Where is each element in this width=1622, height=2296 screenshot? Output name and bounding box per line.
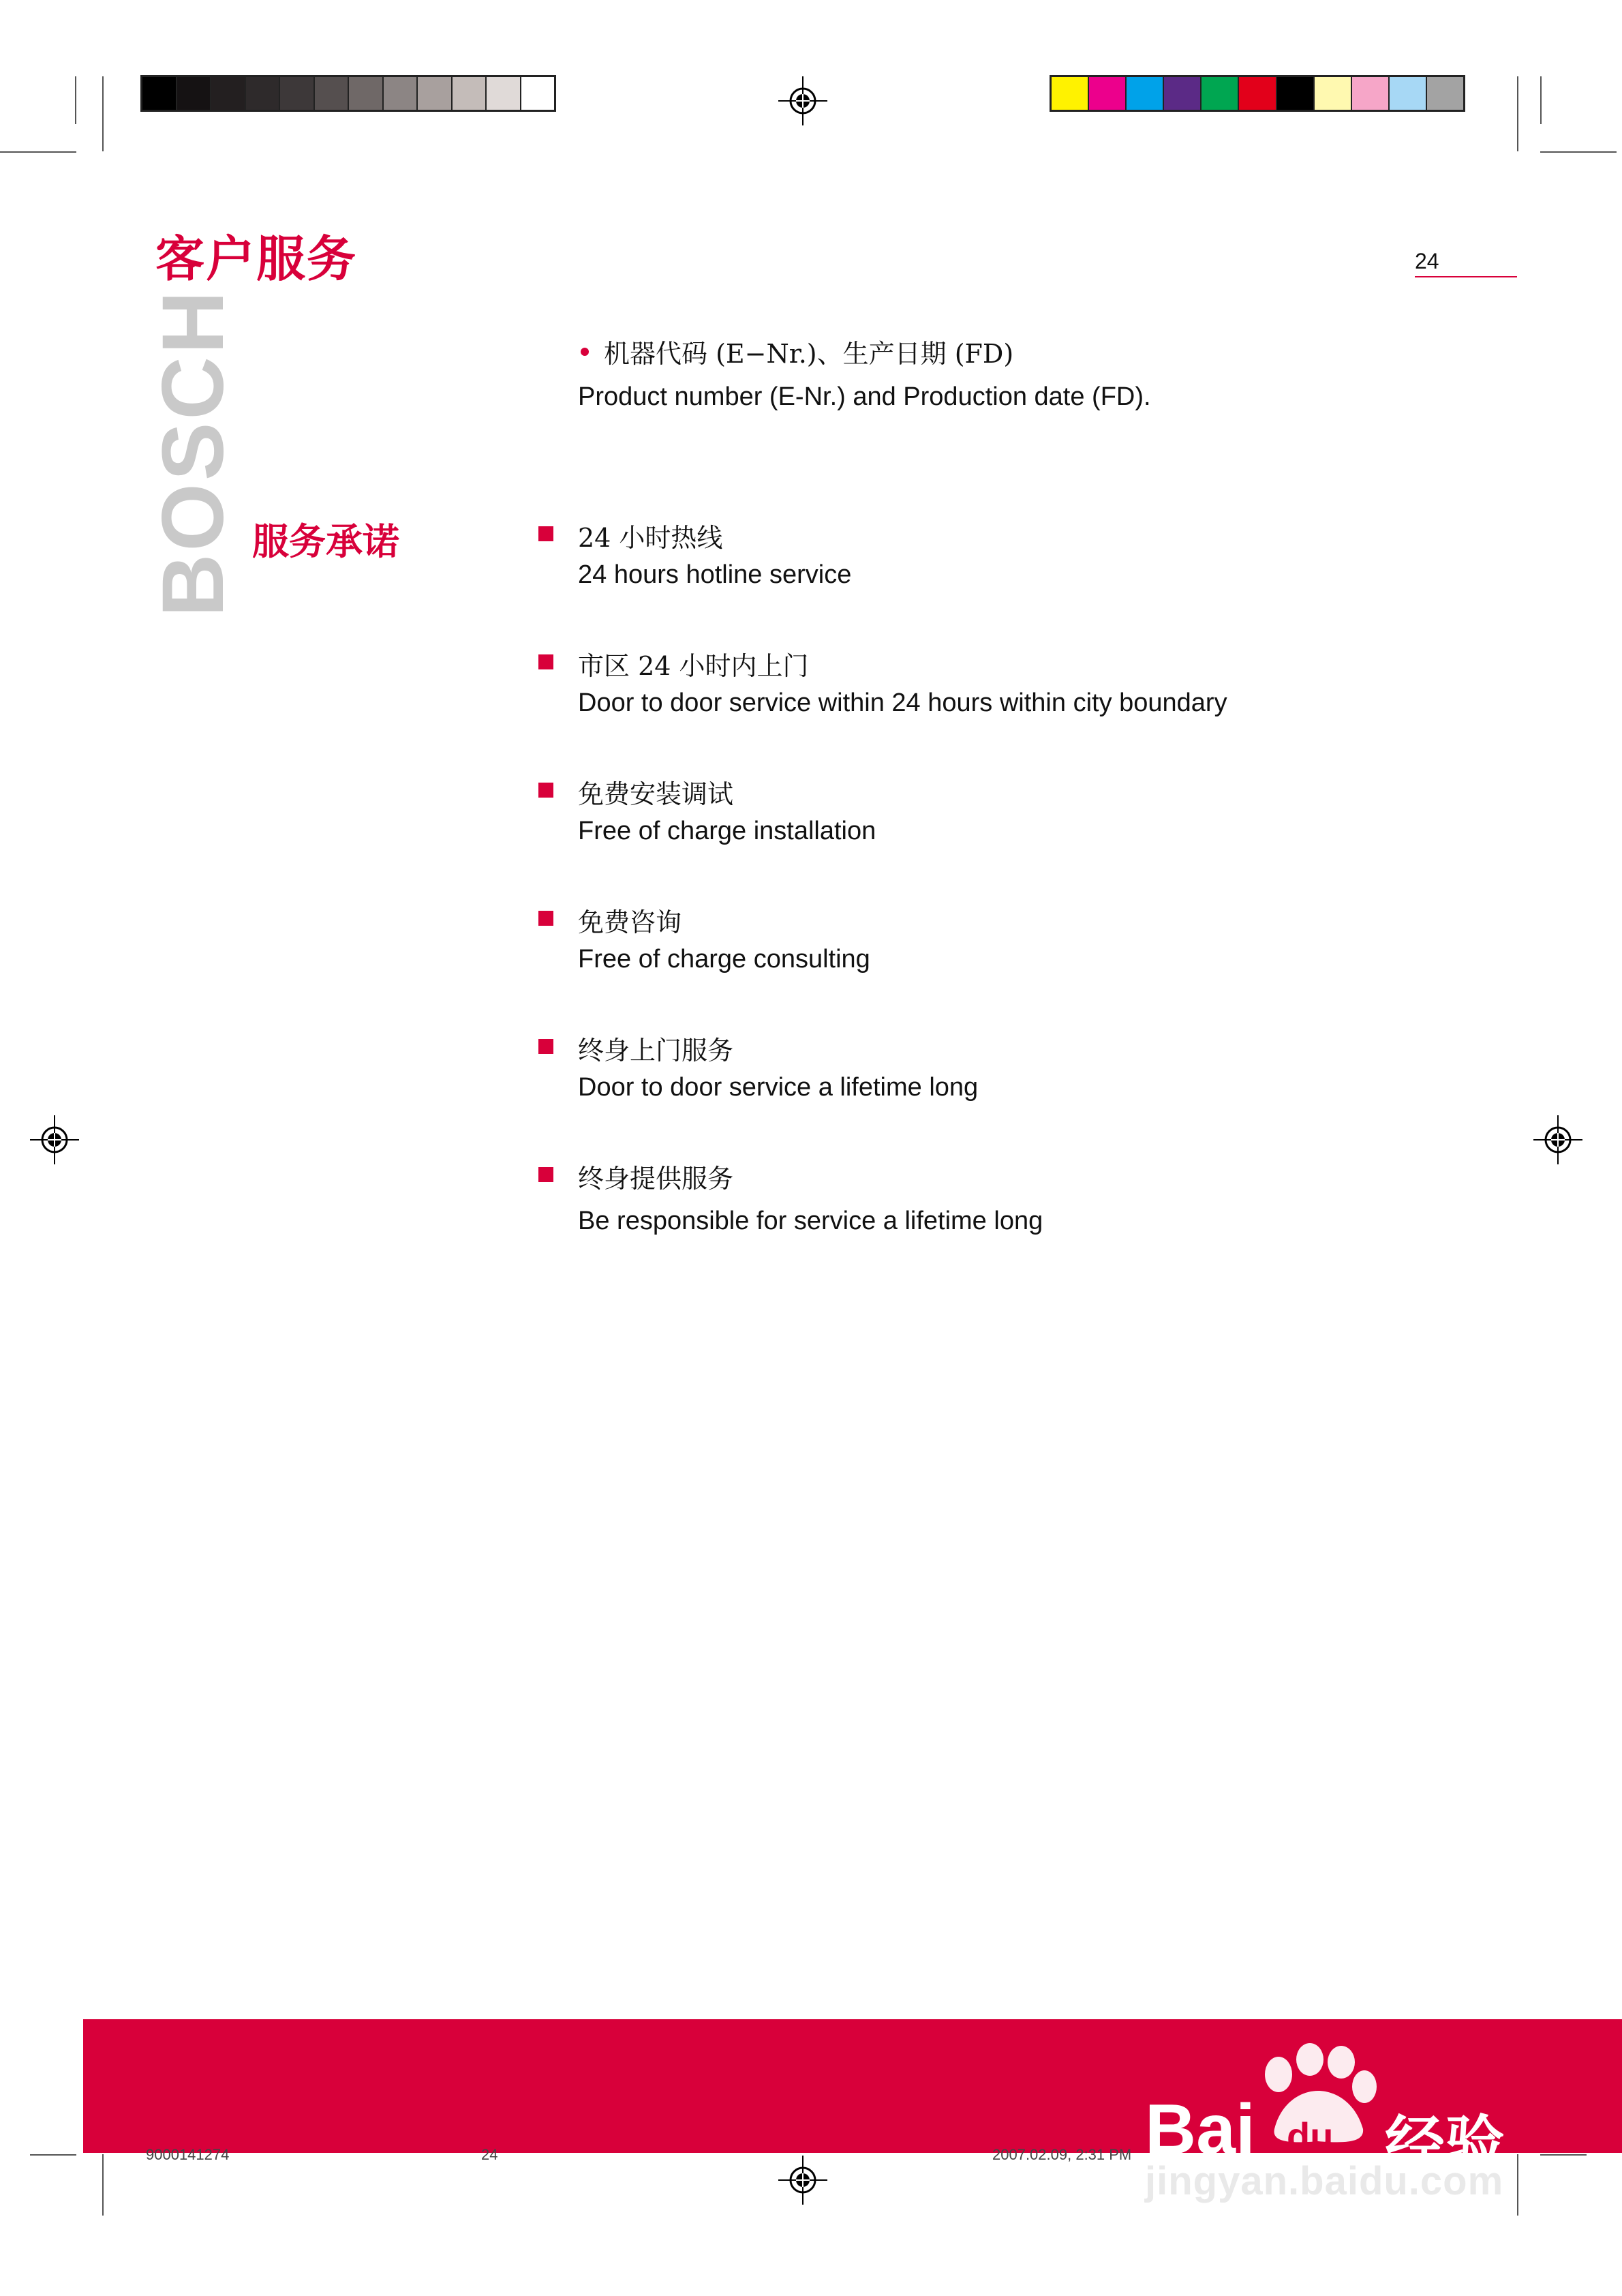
bullet-dot-icon bbox=[581, 348, 589, 356]
gray-swatch bbox=[349, 77, 384, 110]
intro-cn-text: 机器代码 (E−Nr.)、生产日期 (FD) bbox=[604, 339, 1014, 369]
color-swatch bbox=[1352, 77, 1390, 110]
crop-mark bbox=[102, 76, 104, 151]
page-number: 24 bbox=[1415, 249, 1439, 273]
square-bullet-icon bbox=[538, 526, 553, 541]
item-cn-text: 终身提供服务 bbox=[578, 1164, 734, 1194]
crop-mark bbox=[1540, 151, 1617, 153]
registration-mark-icon bbox=[30, 1115, 79, 1164]
baidu-bai-text: Bai bbox=[1145, 2090, 1255, 2169]
gray-swatch bbox=[521, 77, 555, 110]
color-swatch bbox=[1315, 77, 1352, 110]
square-bullet-icon bbox=[538, 1167, 553, 1182]
color-swatch bbox=[1239, 77, 1276, 110]
crop-mark bbox=[30, 2154, 76, 2156]
baidu-jingyan-text: 经验 bbox=[1385, 2109, 1505, 2179]
color-swatch bbox=[1089, 77, 1127, 110]
item-cn-text: 24 小时热线 bbox=[578, 523, 723, 553]
gray-swatch bbox=[246, 77, 281, 110]
color-swatch bbox=[1277, 77, 1315, 110]
intro-en-text: Product number (E-Nr.) and Production date (FD). bbox=[578, 382, 1151, 411]
color-swatch bbox=[1202, 77, 1239, 110]
item-en-text: Free of charge consulting bbox=[578, 945, 870, 973]
intro-bullet bbox=[578, 333, 1151, 412]
registration-mark-icon bbox=[778, 2156, 827, 2205]
color-swatch bbox=[1390, 77, 1427, 110]
item-en-text: Free of charge installation bbox=[578, 817, 876, 845]
gray-swatch bbox=[453, 77, 487, 110]
crop-mark bbox=[75, 76, 76, 124]
footer-timestamp: 2007.02.09, 2:31 PM bbox=[992, 2146, 1132, 2163]
gray-swatch bbox=[211, 77, 246, 110]
footer-doc-code: 9000141274 bbox=[146, 2146, 230, 2163]
baidu-du-text: du bbox=[1287, 2115, 1334, 2158]
gray-swatch bbox=[177, 77, 212, 110]
crop-mark bbox=[102, 2154, 104, 2216]
gray-swatch bbox=[315, 77, 350, 110]
item-en-text: Door to door service within 24 hours within city boundary bbox=[578, 689, 1227, 717]
color-swatch bbox=[1127, 77, 1164, 110]
square-bullet-icon bbox=[538, 1039, 553, 1054]
baidu-watermark-url: jingyan.baidu.com bbox=[1145, 2159, 1504, 2203]
color-swatch bbox=[1052, 77, 1089, 110]
square-bullet-icon bbox=[538, 911, 553, 926]
item-en-text: Door to door service a lifetime long bbox=[578, 1073, 979, 1102]
item-cn-text: 免费咨询 bbox=[578, 907, 682, 937]
crop-mark bbox=[1517, 76, 1518, 151]
gray-swatch bbox=[280, 77, 315, 110]
crop-mark bbox=[1540, 76, 1542, 124]
color-swatch bbox=[1427, 77, 1463, 110]
page-number-rule bbox=[1415, 276, 1517, 277]
item-cn-text: 市区 24 小时内上门 bbox=[578, 651, 809, 681]
registration-mark-icon bbox=[778, 76, 827, 125]
gray-swatch bbox=[384, 77, 418, 110]
crop-mark bbox=[1540, 2154, 1587, 2156]
footer-page-number: 24 bbox=[481, 2146, 498, 2163]
item-cn-text: 免费安装调试 bbox=[578, 779, 734, 809]
square-bullet-icon bbox=[538, 654, 553, 669]
gray-swatch bbox=[418, 77, 453, 110]
crop-mark bbox=[0, 151, 76, 153]
color-calibration-bar bbox=[1050, 75, 1465, 112]
bosch-side-logo: BOSCH bbox=[144, 288, 242, 617]
item-en-text: Be responsible for service a lifetime long bbox=[578, 1207, 1043, 1235]
gray-swatch bbox=[142, 77, 177, 110]
crop-mark bbox=[1517, 2154, 1518, 2216]
item-en-text: 24 hours hotline service bbox=[578, 560, 852, 589]
registration-mark-icon bbox=[1533, 1115, 1582, 1164]
gray-swatch bbox=[487, 77, 521, 110]
color-swatch bbox=[1164, 77, 1202, 110]
square-bullet-icon bbox=[538, 783, 553, 798]
gray-calibration-bar bbox=[140, 75, 556, 112]
section-heading: 服务承诺 bbox=[252, 520, 399, 563]
item-cn-text: 终身上门服务 bbox=[578, 1036, 734, 1066]
page-title: 客户服务 bbox=[155, 230, 358, 288]
